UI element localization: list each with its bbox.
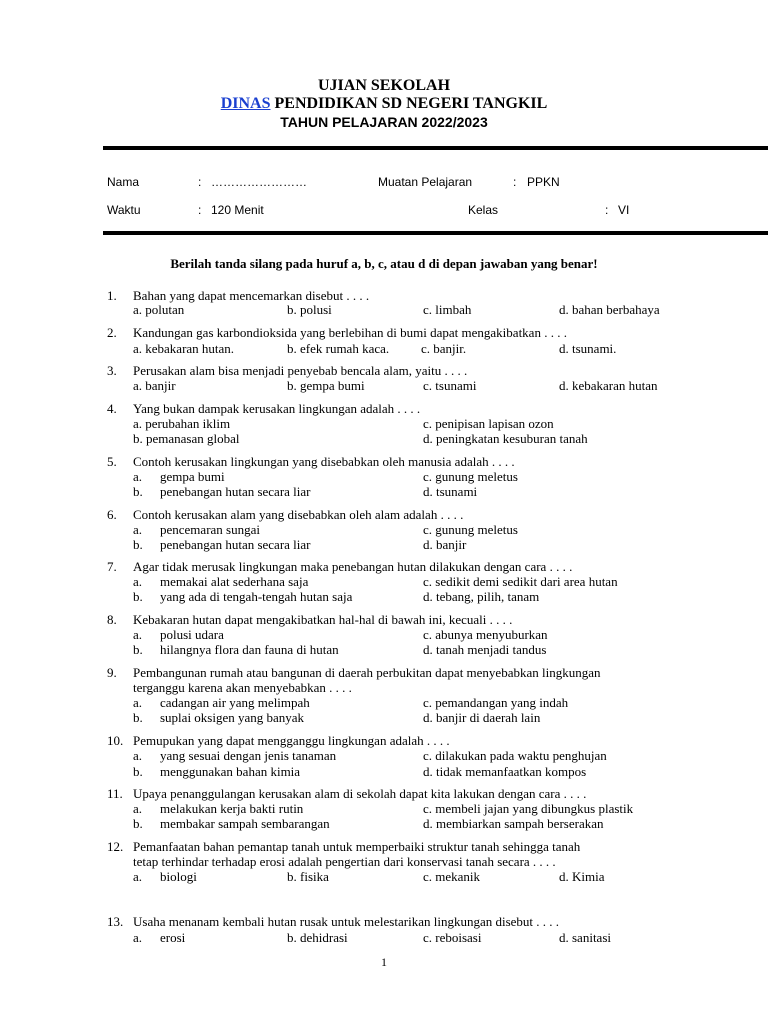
question-text: Kandungan gas karbondioksida yang berlebihan di bumi dapat mengakibatkan . . . . — [133, 325, 567, 340]
page-number: 1 — [381, 955, 387, 969]
option-b: b. fisika — [287, 869, 329, 884]
option-b-letter: b. — [133, 816, 143, 831]
question-number: 12. — [107, 839, 124, 854]
question-text: Upaya penanggulangan kerusakan alam di sekolah dapat kita lakukan dengan cara . . . . — [133, 786, 587, 801]
question-text-line2: tetap terhindar terhadap erosi adalah pengertian dari konservasi tanah secara . . . . — [133, 854, 556, 869]
option-c: c. membeli jajan yang dibungkus plastik — [423, 801, 634, 816]
kelas-colon: : — [605, 203, 609, 217]
bottom-divider — [103, 231, 768, 235]
option-d: d. bahan berbahaya — [559, 302, 660, 317]
academic-year: TAHUN PELAJARAN 2022/2023 — [280, 114, 488, 130]
top-divider — [103, 146, 768, 150]
option-c: c. dilakukan pada waktu penghujan — [423, 748, 607, 763]
nama-label: Nama — [107, 175, 140, 189]
option-d: d. membiarkan sampah berserakan — [423, 816, 604, 831]
question-number: 8. — [107, 612, 117, 627]
waktu-colon: : — [198, 203, 202, 217]
option-d: d. banjir di daerah lain — [423, 710, 541, 725]
dinas-word: DINAS — [220, 95, 271, 112]
option-a-letter: a. — [133, 469, 143, 484]
option-c: c. tsunami — [423, 378, 477, 393]
option-a-letter: a. — [133, 627, 143, 642]
option-a-letter: a. — [133, 748, 143, 763]
option-b-letter: b. — [133, 589, 143, 604]
option-a: yang sesuai dengan jenis tanaman — [160, 748, 337, 763]
option-c: c. reboisasi — [423, 930, 482, 945]
question-text: Pemanfaatan bahan pemantap tanah untuk memperbaiki struktur tanah sehingga tanah — [133, 839, 581, 854]
question-text: Bahan yang dapat mencemarkan disebut . . . . — [133, 288, 370, 303]
option-a: a. kebakaran hutan. — [133, 341, 235, 356]
exam-title: UJIAN SEKOLAH — [317, 77, 451, 94]
option-b: b. efek rumah kaca. — [287, 341, 390, 356]
question-number: 2. — [107, 325, 117, 340]
option-b: b. polusi — [287, 302, 332, 317]
question-text-line2: terganggu karena akan menyebabkan . . . . — [133, 680, 352, 695]
option-d: d. kebakaran hutan — [559, 378, 658, 393]
option-c: c. banjir. — [421, 341, 467, 356]
option-c: c. sedikit demi sedikit dari area hutan — [423, 574, 618, 589]
question-number: 6. — [107, 507, 117, 522]
option-a: memakai alat sederhana saja — [160, 574, 309, 589]
option-b: suplai oksigen yang banyak — [160, 710, 305, 725]
muatan-label: Muatan Pelajaran — [378, 175, 473, 189]
option-c: c. mekanik — [423, 869, 481, 884]
option-c: c. gunung meletus — [423, 469, 518, 484]
school-name-rest: PENDIDIKAN SD NEGERI TANGKIL — [270, 95, 548, 112]
option-d: d. Kimia — [559, 869, 605, 884]
question-number: 10. — [107, 733, 124, 748]
option-a: a. polutan — [133, 302, 185, 317]
question-number: 9. — [107, 665, 117, 680]
kelas-value: VI — [618, 203, 630, 217]
option-c: c. abunya menyuburkan — [423, 627, 548, 642]
option-b: penebangan hutan secara liar — [160, 537, 311, 552]
option-d: d. peningkatan kesuburan tanah — [423, 431, 588, 446]
question-text: Perusakan alam bisa menjadi penyebab bencala alam, yaitu . . . . — [133, 363, 468, 378]
option-b: b. dehidrasi — [287, 930, 348, 945]
option-b-letter: b. — [133, 764, 143, 779]
option-b: b. gempa bumi — [287, 378, 365, 393]
question-text: Pemupukan yang dapat mengganggu lingkungan adalah . . . . — [133, 733, 450, 748]
muatan-value: PPKN — [527, 175, 560, 189]
option-a-letter: a. — [133, 522, 143, 537]
option-b-letter: b. — [133, 710, 143, 725]
option-a: polusi udara — [160, 627, 224, 642]
option-d: d. tsunami — [423, 484, 478, 499]
option-a: a. perubahan iklim — [133, 416, 231, 431]
question-text: Yang bukan dampak kerusakan lingkungan adalah . . . . — [133, 401, 421, 416]
question-number: 7. — [107, 559, 117, 574]
option-b: penebangan hutan secara liar — [160, 484, 311, 499]
school-name — [0, 95, 768, 113]
option-c: c. pemandangan yang indah — [423, 695, 569, 710]
waktu-label: Waktu — [107, 203, 141, 217]
waktu-value: 120 Menit — [211, 203, 264, 217]
question-number: 1. — [107, 288, 117, 303]
nama-colon: : — [198, 175, 202, 189]
option-d: d. banjir — [423, 537, 467, 552]
question-text: Contoh kerusakan lingkungan yang disebabkan oleh manusia adalah . . . . — [133, 454, 515, 469]
option-a-letter: a. — [133, 695, 143, 710]
option-a: a. banjir — [133, 378, 176, 393]
question-text: Kebakaran hutan dapat mengakibatkan hal-hal di bawah ini, kecuali . . . . — [133, 612, 513, 627]
question-number: 4. — [107, 401, 117, 416]
question-number: 13. — [107, 914, 124, 929]
option-d: d. tsunami. — [559, 341, 617, 356]
option-c: c. gunung meletus — [423, 522, 518, 537]
question-text: Usaha menanam kembali hutan rusak untuk melestarikan lingkungan disebut . . . . — [133, 914, 560, 929]
option-a: melakukan kerja bakti rutin — [160, 801, 304, 816]
instruction: Berilah tanda silang pada huruf a, b, c, atau d di depan jawaban yang benar! — [170, 256, 598, 271]
kelas-label: Kelas — [468, 203, 499, 217]
option-d: d. sanitasi — [559, 930, 611, 945]
option-a: pencemaran sungai — [160, 522, 260, 537]
option-a: gempa bumi — [160, 469, 225, 484]
option-a-letter: a. — [133, 574, 143, 589]
option-a: cadangan air yang melimpah — [160, 695, 310, 710]
option-a: erosi — [160, 930, 186, 945]
option-d: d. tidak memanfaatkan kompos — [423, 764, 587, 779]
option-a-letter: a. — [133, 801, 143, 816]
option-b-letter: b. — [133, 537, 143, 552]
option-b: membakar sampah sembarangan — [160, 816, 330, 831]
question-text: Agar tidak merusak lingkungan maka penebangan hutan dilakukan dengan cara . . . . — [133, 559, 573, 574]
option-a-letter: a. — [133, 869, 143, 884]
option-b-letter: b. — [133, 642, 143, 657]
question-number: 11. — [107, 786, 123, 801]
nama-value: …………………… — [211, 175, 307, 189]
option-c: c. limbah — [423, 302, 472, 317]
option-b: menggunakan bahan kimia — [160, 764, 301, 779]
question-text: Pembangunan rumah atau bangunan di daerah perbukitan dapat menyebabkan lingkungan — [133, 665, 601, 680]
option-d: d. tebang, pilih, tanam — [423, 589, 540, 604]
option-a: biologi — [160, 869, 197, 884]
option-d: d. tanah menjadi tandus — [423, 642, 547, 657]
question-text: Contoh kerusakan alam yang disebabkan oleh alam adalah . . . . — [133, 507, 464, 522]
option-b: hilangnya flora dan fauna di hutan — [160, 642, 339, 657]
option-b: b. pemanasan global — [133, 431, 240, 446]
option-c: c. penipisan lapisan ozon — [423, 416, 554, 431]
muatan-colon: : — [513, 175, 517, 189]
option-a-letter: a. — [133, 930, 143, 945]
question-number: 3. — [107, 363, 117, 378]
option-b: yang ada di tengah-tengah hutan saja — [160, 589, 353, 604]
question-number: 5. — [107, 454, 117, 469]
option-b-letter: b. — [133, 484, 143, 499]
